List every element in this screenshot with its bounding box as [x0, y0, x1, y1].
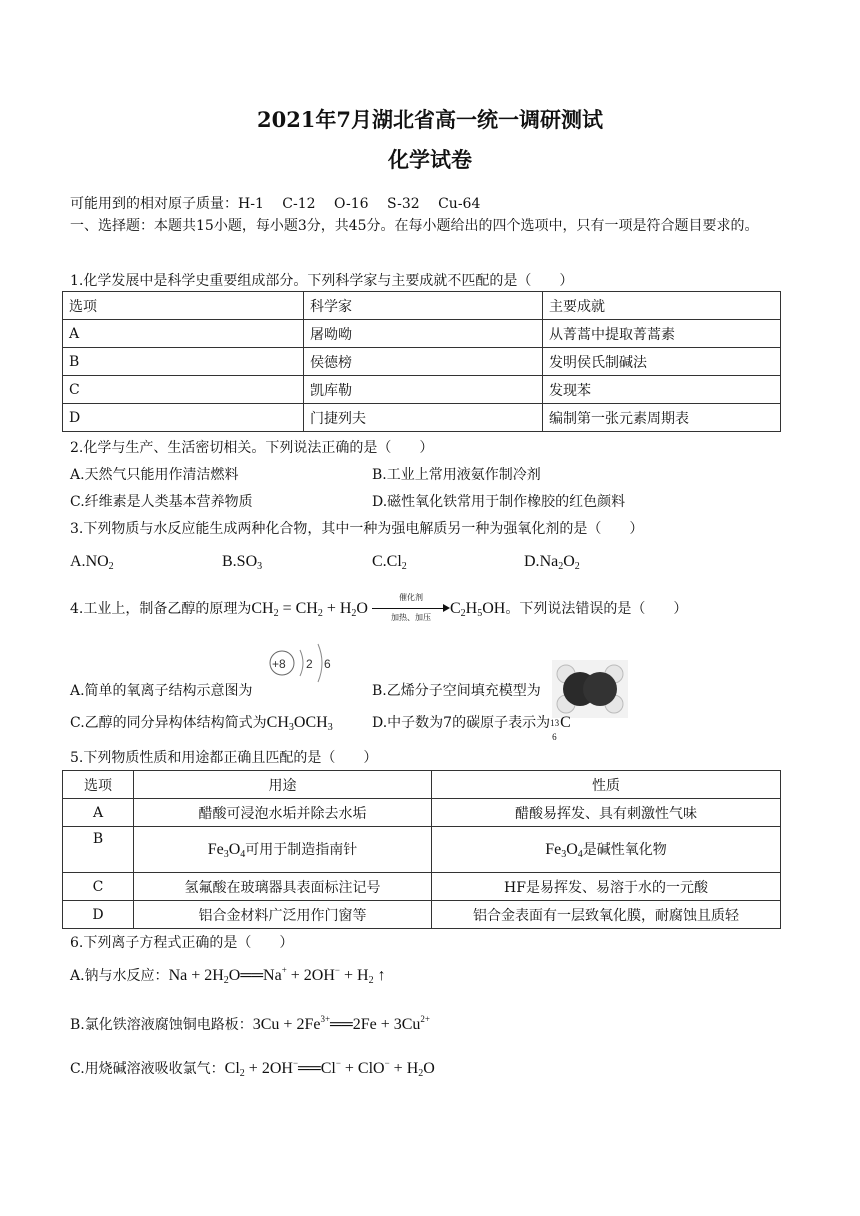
q6-option-b: B.氯化铁溶液腐蚀铜电路板：$3Cu + 2Fe^{3+}══2Fe + 3Cu^{2+}$	[70, 1014, 430, 1033]
section-instructions: 一、选择题：本题共15小题，每小题3分，共45分。在每小题给出的四个选项中，只有一项是符合题目要求的。	[70, 218, 759, 234]
arrow-condition-bottom: 加热、加压	[390, 613, 431, 623]
table-cell: 门捷列夫	[304, 404, 543, 432]
option-d-text: D.中子数为7的碳原子表示为	[372, 715, 551, 731]
table-cell: $Fe_3O_4$可用于制造指南针	[134, 827, 432, 873]
q3-option-a: $A.NO_2$	[70, 553, 114, 572]
table-header-row	[63, 292, 781, 320]
option-label: D.	[524, 553, 540, 570]
q2-stem: 2.化学与生产、生活密切相关。下列说法正确的是（ ）	[70, 440, 434, 456]
q2-option-b: B.工业上常用液氨作制冷剂	[372, 467, 541, 483]
table-cell: 氢氟酸在玻璃器具表面标注记号	[134, 873, 432, 901]
table-row	[63, 404, 781, 432]
q4-option-a: A.简单的氧离子结构示意图为	[70, 683, 253, 699]
q1-table	[62, 291, 781, 432]
arrow-condition-top: 催化剂	[398, 593, 423, 603]
table-cell: HF是易挥发、易溶于水的一元酸	[432, 873, 781, 901]
table-cell: 铝合金材料广泛用作门窗等	[134, 901, 432, 929]
q4-stem	[70, 593, 688, 623]
q4-option-d: D.中子数为7的碳原子表示为 13 6 C	[372, 714, 571, 742]
table-cell: 侯德榜	[304, 348, 543, 376]
table-cell: 凯库勒	[304, 376, 543, 404]
q6-stem: 6.下列离子方程式正确的是（ ）	[70, 935, 294, 951]
table-header-cell: 性质	[432, 771, 781, 799]
table-cell: B	[63, 827, 134, 873]
cell-text: 可用于制造指南针	[245, 842, 358, 858]
q1-stem: 1.化学发展中是科学史重要组成部分。下列科学家与主要成就不匹配的是（ ）	[70, 273, 574, 289]
table-cell: 屠呦呦	[304, 320, 543, 348]
q3-option-d: $D.Na_2O_2$	[524, 553, 580, 572]
table-cell: D	[63, 404, 304, 432]
table-row	[63, 348, 781, 376]
table-cell: B	[63, 348, 304, 376]
option-a-text: A.钠与水反应：	[70, 968, 169, 984]
nucleus-charge: +8	[272, 657, 286, 671]
exam-subtitle: 化学试卷	[388, 147, 472, 172]
table-cell: 发明侯氏制碱法	[543, 348, 781, 376]
table-header-cell: 选项	[63, 771, 134, 799]
ethylene-space-filling-model	[552, 660, 628, 718]
oxygen-ion-structure-diagram	[262, 638, 338, 688]
table-cell: 醋酸易挥发、具有刺激性气味	[432, 799, 781, 827]
table-row	[63, 320, 781, 348]
exam-title: 2021年7月湖北省高一统一调研测试	[256, 107, 604, 132]
shell-electrons-1: 2	[306, 657, 313, 671]
table-row	[63, 873, 781, 901]
option-c-text: C.用烧碱溶液吸收氯气：	[70, 1061, 225, 1077]
table-row	[63, 827, 781, 873]
table-cell: 铝合金表面有一层致氧化膜，耐腐蚀且质轻	[432, 901, 781, 929]
option-label: C.	[372, 553, 387, 570]
table-header-cell: 主要成就	[543, 292, 781, 320]
q5-stem: 5.下列物质性质和用途都正确且匹配的是（ ）	[70, 750, 378, 766]
table-cell: 发现苯	[543, 376, 781, 404]
shell-electrons-2: 6	[324, 657, 331, 671]
cell-text: 是碱性氧化物	[582, 842, 667, 858]
q2-option-a: A.天然气只能用作清洁燃料	[70, 467, 239, 483]
q3-option-b: $B.SO_3$	[222, 553, 263, 572]
ethanol-equation: $CH_2 = CH_2 + H_2O$ 催化剂 加热、加压 $C_2H_5OH$	[251, 593, 506, 623]
table-cell: 醋酸可浸泡水垢并除去水垢	[134, 799, 432, 827]
table-cell: $Fe_3O_4$是碱性氧化物	[432, 827, 781, 873]
option-b-text: B.氯化铁溶液腐蚀铜电路板：	[70, 1017, 253, 1033]
option-c-text: C.乙醇的同分异构体结构简式为	[70, 715, 267, 731]
table-row	[63, 376, 781, 404]
table-cell: A	[63, 320, 304, 348]
table-cell: C	[63, 873, 134, 901]
table-cell: 从菁蒿中提取菁蒿素	[543, 320, 781, 348]
q4-option-b: B.乙烯分子空间填充模型为	[372, 683, 541, 699]
atomic-masses: 可能用到的相对原子质量：H-1 C-12 O-16 S-32 Cu-64	[70, 196, 481, 212]
q4-option-c: C.乙醇的同分异构体结构简式为$CH_3OCH_3$	[70, 714, 333, 733]
option-label: B.	[222, 553, 237, 570]
reaction-arrow	[372, 593, 450, 623]
table-cell: 编制第一张元素周期表	[543, 404, 781, 432]
q2-option-c: C.纤维素是人类基本营养物质	[70, 494, 253, 510]
q3-stem: 3.下列物质与水反应能生成两种化合物，其中一种为强电解质另一种为强氧化剂的是（ ）	[70, 521, 644, 537]
table-row	[63, 799, 781, 827]
q3-option-c: $C.Cl_2$	[372, 553, 407, 572]
table-header-cell: 科学家	[304, 292, 543, 320]
q6-option-a: A.钠与水反应：$Na + 2H_2O══Na^+ + 2OH^- + H_2$ ↑	[70, 965, 386, 986]
table-header-row	[63, 771, 781, 799]
table-cell: C	[63, 376, 304, 404]
q4-stem-post: 。下列说法错误的是（ ）	[505, 601, 688, 617]
q5-table	[62, 770, 781, 929]
q6-option-c: C.用烧碱溶液吸收氯气：$Cl_2$ + 2OH−══Cl− + $ClO^- + H_2O$	[70, 1058, 435, 1079]
table-header-cell: 选项	[63, 292, 304, 320]
table-header-cell: 用途	[134, 771, 432, 799]
table-row	[63, 901, 781, 929]
q2-option-d: D.磁性氧化铁常用于制作橡胶的红色颜料	[372, 494, 626, 510]
option-label: A.	[70, 553, 86, 570]
q4-stem-pre: 4.工业上，制备乙醇的原理为	[70, 601, 252, 617]
table-cell: A	[63, 799, 134, 827]
table-cell: D	[63, 901, 134, 929]
